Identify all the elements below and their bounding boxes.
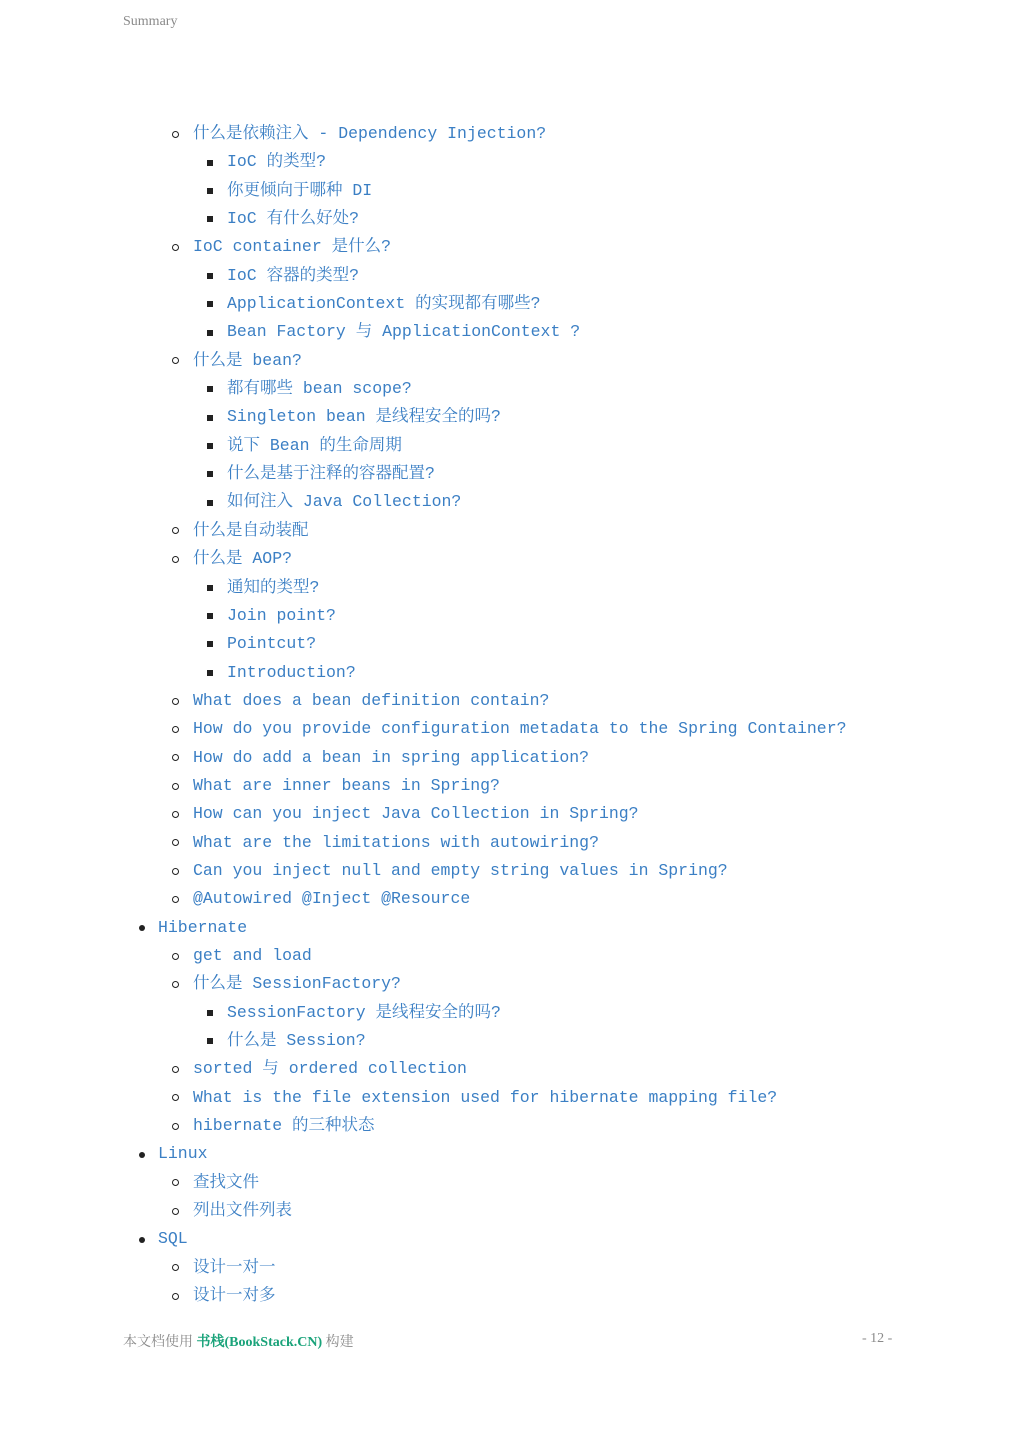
circle-bullet-icon bbox=[172, 357, 179, 364]
square-bullet-icon bbox=[207, 500, 213, 506]
circle-bullet-icon bbox=[172, 527, 179, 534]
toc-item-level-3 bbox=[0, 205, 1019, 233]
toc-item-level-2 bbox=[0, 1197, 1019, 1225]
square-bullet-icon bbox=[207, 415, 213, 421]
toc-link[interactable]: Bean Factory 与 ApplicationContext ? bbox=[227, 322, 581, 342]
toc-link[interactable]: What is the file extension used for hibernate mapping file? bbox=[193, 1087, 778, 1107]
toc-item-level-2 bbox=[0, 772, 1019, 800]
toc-link[interactable]: How can you inject Java Collection in Spring? bbox=[193, 804, 639, 824]
toc-link[interactable]: Can you inject null and empty string values in Spring? bbox=[193, 860, 728, 880]
square-bullet-icon bbox=[207, 613, 213, 619]
circle-bullet-icon bbox=[172, 868, 179, 875]
table-of-contents bbox=[0, 120, 1019, 1310]
toc-link[interactable]: sorted 与 ordered collection bbox=[193, 1059, 467, 1079]
circle-bullet-icon bbox=[172, 244, 179, 251]
disc-bullet-icon bbox=[139, 1152, 145, 1158]
square-bullet-icon bbox=[207, 273, 213, 279]
square-bullet-icon bbox=[207, 641, 213, 647]
circle-bullet-icon bbox=[172, 1264, 179, 1271]
toc-item-level-3 bbox=[0, 262, 1019, 290]
toc-link[interactable]: 什么是 Session? bbox=[227, 1031, 366, 1050]
footer-brand-link[interactable]: 书栈(BookStack.CN) bbox=[196, 1335, 323, 1350]
page-number: - 12 - bbox=[862, 1331, 893, 1346]
toc-item-level-2 bbox=[0, 829, 1019, 857]
square-bullet-icon bbox=[207, 1038, 213, 1044]
toc-item-level-2 bbox=[0, 800, 1019, 828]
toc-item-level-2 bbox=[0, 885, 1019, 913]
toc-link[interactable]: What are inner beans in Spring? bbox=[193, 775, 500, 795]
toc-item-level-3 bbox=[0, 148, 1019, 176]
circle-bullet-icon bbox=[172, 839, 179, 846]
toc-link[interactable]: 列出文件列表 bbox=[193, 1201, 292, 1221]
toc-item-level-2 bbox=[0, 715, 1019, 743]
toc-link[interactable]: SQL bbox=[158, 1229, 188, 1249]
toc-link[interactable]: Linux bbox=[158, 1144, 208, 1164]
toc-item-level-3 bbox=[0, 290, 1019, 318]
toc-link[interactable]: SessionFactory 是线程安全的吗? bbox=[227, 1002, 501, 1022]
toc-item-level-2 bbox=[0, 744, 1019, 772]
toc-item-level-2 bbox=[0, 1169, 1019, 1197]
toc-link[interactable]: ApplicationContext 的实现都有哪些? bbox=[227, 294, 541, 314]
toc-item-level-3 bbox=[0, 177, 1019, 205]
toc-item-level-3 bbox=[0, 1027, 1019, 1055]
toc-link[interactable]: IoC container 是什么? bbox=[193, 237, 392, 257]
toc-item-level-2 bbox=[0, 517, 1019, 545]
toc-link[interactable]: @Autowired @Inject @Resource bbox=[193, 889, 471, 909]
toc-item-level-2 bbox=[0, 545, 1019, 573]
toc-link[interactable]: 什么是依赖注入 - Dependency Injection? bbox=[193, 124, 547, 143]
square-bullet-icon bbox=[207, 160, 213, 166]
toc-link[interactable]: 你更倾向于哪种 DI bbox=[227, 180, 373, 200]
circle-bullet-icon bbox=[172, 1208, 179, 1215]
circle-bullet-icon bbox=[172, 556, 179, 563]
toc-item-level-2 bbox=[0, 1112, 1019, 1140]
square-bullet-icon bbox=[207, 330, 213, 336]
toc-link[interactable]: 说下 Bean 的生命周期 bbox=[227, 435, 402, 455]
toc-link[interactable]: hibernate 的三种状态 bbox=[193, 1116, 375, 1136]
disc-bullet-icon bbox=[139, 925, 145, 931]
toc-item-level-3 bbox=[0, 432, 1019, 460]
square-bullet-icon bbox=[207, 1010, 213, 1016]
square-bullet-icon bbox=[207, 216, 213, 222]
toc-item-level-3 bbox=[0, 999, 1019, 1027]
footer-suffix: 构建 bbox=[325, 1335, 354, 1350]
toc-item-level-3 bbox=[0, 574, 1019, 602]
circle-bullet-icon bbox=[172, 1179, 179, 1186]
circle-bullet-icon bbox=[172, 1123, 179, 1130]
circle-bullet-icon bbox=[172, 698, 179, 705]
toc-item-level-2 bbox=[0, 857, 1019, 885]
toc-link[interactable]: IoC 的类型? bbox=[227, 152, 327, 172]
circle-bullet-icon bbox=[172, 783, 179, 790]
toc-link[interactable]: get and load bbox=[193, 945, 312, 965]
toc-item-level-3 bbox=[0, 460, 1019, 488]
toc-link[interactable]: Pointcut? bbox=[227, 634, 317, 654]
toc-link[interactable]: 什么是自动装配 bbox=[193, 520, 309, 540]
toc-item-level-2 bbox=[0, 347, 1019, 375]
square-bullet-icon bbox=[207, 585, 213, 591]
toc-link[interactable]: IoC 有什么好处? bbox=[227, 209, 360, 229]
toc-link[interactable]: 设计一对多 bbox=[193, 1286, 276, 1306]
circle-bullet-icon bbox=[172, 726, 179, 733]
toc-link[interactable]: 什么是 SessionFactory? bbox=[193, 974, 401, 994]
square-bullet-icon bbox=[207, 188, 213, 194]
toc-link[interactable]: 什么是 AOP? bbox=[193, 549, 293, 569]
circle-bullet-icon bbox=[172, 953, 179, 960]
toc-item-level-1 bbox=[0, 1225, 1019, 1253]
toc-link[interactable]: IoC 容器的类型? bbox=[227, 265, 360, 285]
toc-link[interactable]: 都有哪些 bean scope? bbox=[227, 379, 412, 399]
square-bullet-icon bbox=[207, 386, 213, 392]
toc-link[interactable]: Introduction? bbox=[227, 662, 356, 682]
toc-link[interactable]: 什么是基于注释的容器配置? bbox=[227, 464, 435, 484]
toc-item-level-3 bbox=[0, 602, 1019, 630]
toc-link[interactable]: How do you provide configuration metadata to the Spring Container? bbox=[193, 719, 847, 739]
toc-item-level-2 bbox=[0, 1254, 1019, 1282]
circle-bullet-icon bbox=[172, 981, 179, 988]
toc-item-level-3 bbox=[0, 488, 1019, 516]
circle-bullet-icon bbox=[172, 1094, 179, 1101]
toc-link[interactable]: Join point? bbox=[227, 605, 336, 625]
toc-item-level-1 bbox=[0, 1140, 1019, 1168]
toc-item-level-3 bbox=[0, 318, 1019, 346]
circle-bullet-icon bbox=[172, 754, 179, 761]
toc-item-level-2 bbox=[0, 120, 1019, 148]
toc-item-level-3 bbox=[0, 403, 1019, 431]
toc-link[interactable]: 如何注入 Java Collection? bbox=[227, 492, 462, 512]
toc-item-level-2 bbox=[0, 942, 1019, 970]
circle-bullet-icon bbox=[172, 131, 179, 138]
circle-bullet-icon bbox=[172, 1293, 179, 1300]
circle-bullet-icon bbox=[172, 811, 179, 818]
toc-link[interactable]: 通知的类型? bbox=[227, 577, 320, 597]
square-bullet-icon bbox=[207, 471, 213, 477]
toc-link[interactable]: 设计一对一 bbox=[193, 1257, 276, 1277]
toc-list bbox=[0, 120, 1019, 1310]
toc-item-level-2 bbox=[0, 1055, 1019, 1083]
circle-bullet-icon bbox=[172, 896, 179, 903]
toc-link[interactable]: Hibernate bbox=[158, 917, 248, 937]
toc-link[interactable]: What are the limitations with autowiring? bbox=[193, 832, 599, 852]
toc-item-level-2 bbox=[0, 1084, 1019, 1112]
toc-item-level-2 bbox=[0, 970, 1019, 998]
toc-item-level-3 bbox=[0, 659, 1019, 687]
page-header-title: Summary bbox=[123, 14, 178, 29]
circle-bullet-icon bbox=[172, 1066, 179, 1073]
toc-item-level-3 bbox=[0, 630, 1019, 658]
square-bullet-icon bbox=[207, 443, 213, 449]
toc-item-level-2 bbox=[0, 687, 1019, 715]
toc-link[interactable]: What does a bean definition contain? bbox=[193, 690, 550, 710]
toc-item-level-3 bbox=[0, 375, 1019, 403]
toc-link[interactable]: 查找文件 bbox=[193, 1172, 259, 1192]
toc-item-level-2 bbox=[0, 233, 1019, 261]
disc-bullet-icon bbox=[139, 1237, 145, 1243]
toc-item-level-2 bbox=[0, 1282, 1019, 1310]
toc-item-level-1 bbox=[0, 914, 1019, 942]
square-bullet-icon bbox=[207, 670, 213, 676]
toc-link[interactable]: 什么是 bean? bbox=[193, 350, 302, 370]
square-bullet-icon bbox=[207, 301, 213, 307]
footer-credit bbox=[123, 1331, 354, 1351]
toc-link[interactable]: Singleton bean 是线程安全的吗? bbox=[227, 407, 501, 427]
toc-link[interactable]: How do add a bean in spring application? bbox=[193, 747, 590, 767]
footer-prefix: 本文档使用 bbox=[123, 1335, 193, 1350]
